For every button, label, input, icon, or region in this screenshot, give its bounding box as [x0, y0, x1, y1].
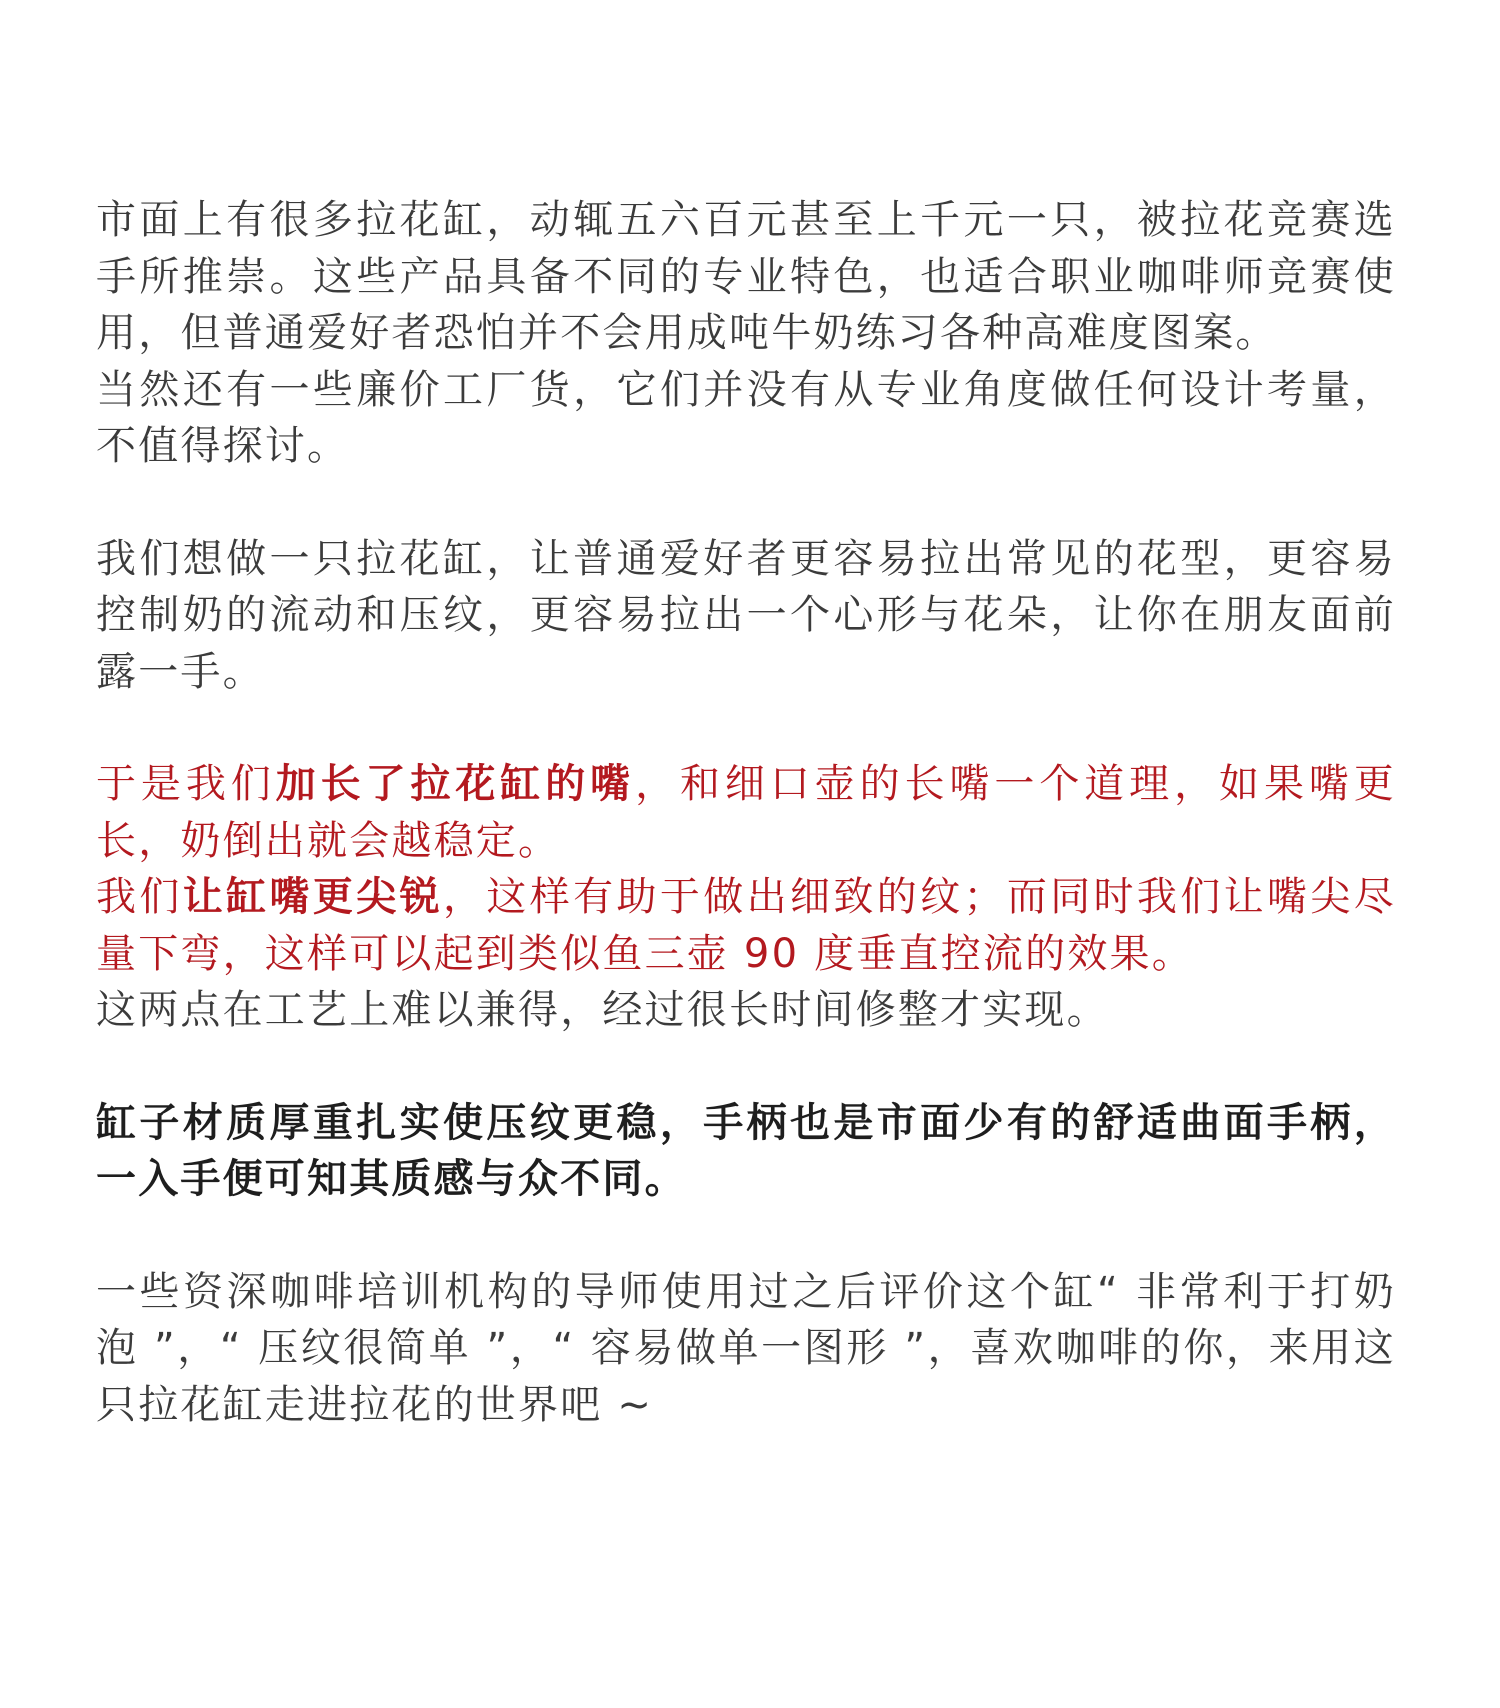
highlight-phrase: 让缸嘴更尖锐	[182, 874, 443, 920]
paragraph-spacer	[96, 1039, 1396, 1095]
paragraph-testimonial: 一些资深咖啡培训机构的导师使用过之后评价这个缸“ 非常利于打奶泡 ”，“ 压纹很简单 ”，“ 容易做单一图形 ”，喜欢咖啡的你，来用这只拉花缸走进拉花的世界吧 ~	[96, 1268, 1396, 1428]
article-body	[96, 192, 1396, 1433]
text-segment: 于是我们	[96, 761, 276, 807]
paragraph-spacer	[96, 1208, 1396, 1264]
text-segment: ，这样有助于做出细致的纹；而同时我们让嘴尖尽量下弯，这样可以起到类似鱼三壶 90 度垂直控流的效果。	[96, 874, 1396, 977]
paragraph-spacer	[96, 475, 1396, 531]
paragraph-sharper-spout	[96, 869, 1396, 982]
text-segment: ，和细口壶的长嘴一个道理，如果嘴更长，奶倒出就会越稳定。	[96, 761, 1396, 864]
paragraph-goal: 我们想做一只拉花缸，让普通爱好者更容易拉出常见的花型，更容易控制奶的流动和压纹，更容易拉出一个心形与花朵，让你在朋友面前露一手。	[96, 535, 1396, 695]
paragraph-spacer	[96, 700, 1396, 756]
paragraph-longer-spout	[96, 756, 1396, 869]
highlight-phrase: 加长了拉花缸的嘴	[275, 761, 636, 807]
paragraph-material: 缸子材质厚重扎实使压纹更稳，手柄也是市面少有的舒适曲面手柄，一入手便可知其质感与众不同。	[96, 1099, 1396, 1202]
paragraph-cheap-goods: 当然还有一些廉价工厂货，它们并没有从专业角度做任何设计考量，不值得探讨。	[96, 366, 1396, 469]
paragraph-craft: 这两点在工艺上难以兼得，经过很长时间修整才实现。	[96, 987, 1109, 1033]
text-segment: 我们	[96, 874, 183, 920]
paragraph-intro: 市面上有很多拉花缸，动辄五六百元甚至上千元一只，被拉花竞赛选手所推崇。这些产品具备不同的专业特色，也适合职业咖啡师竞赛使用，但普通爱好者恐怕并不会用成吨牛奶练习各种高难度图案。	[96, 197, 1396, 356]
